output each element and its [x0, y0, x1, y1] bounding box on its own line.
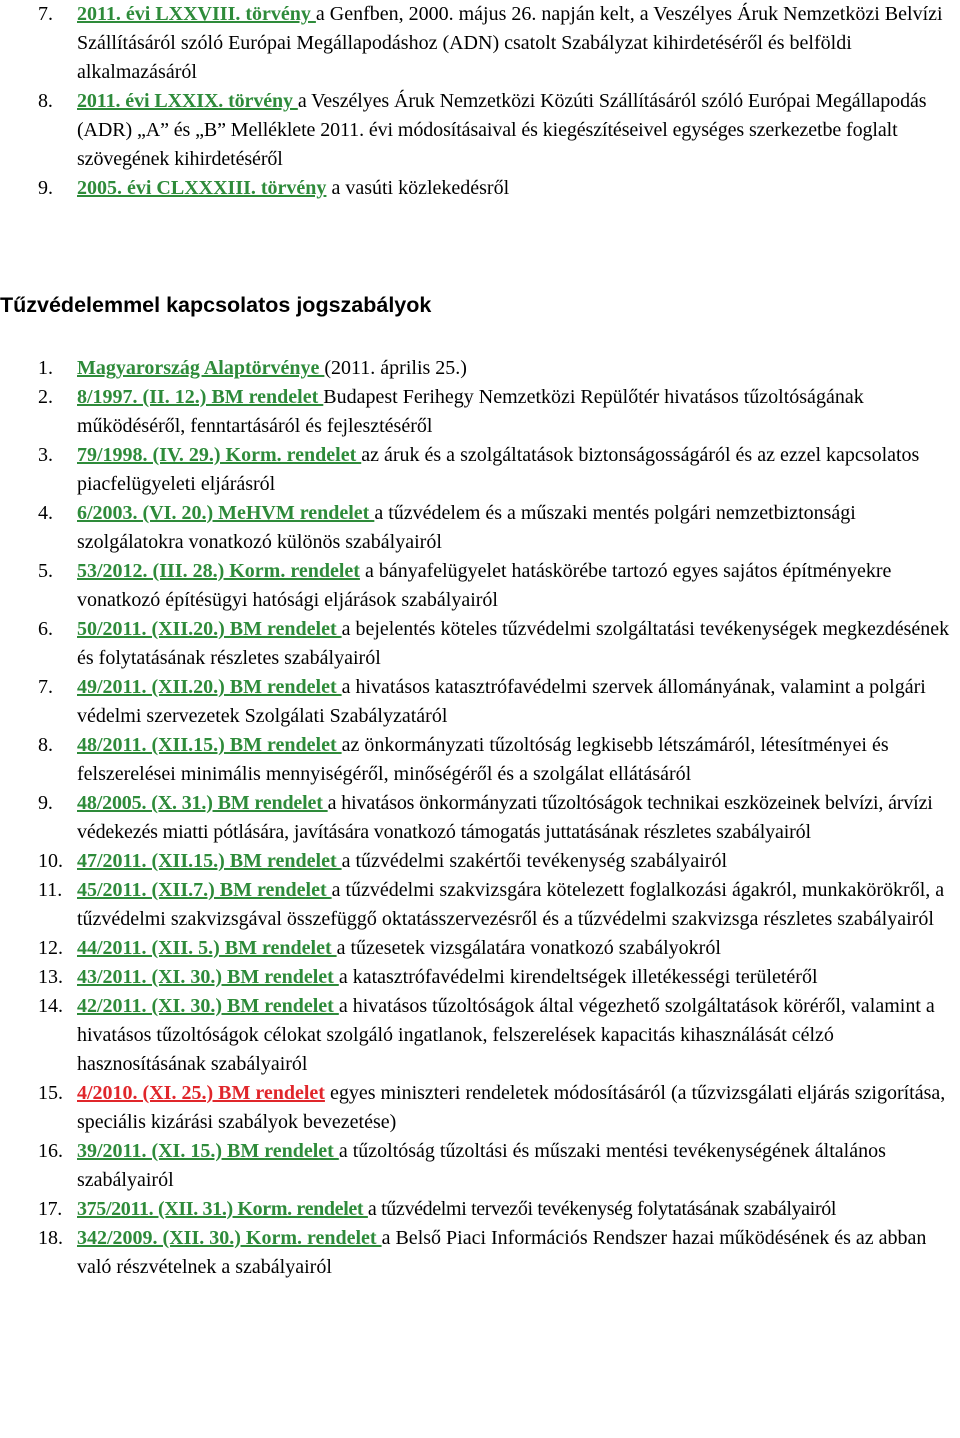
list-item — [0, 963, 960, 992]
list-item — [0, 934, 960, 963]
law-description: a Belső Piaci Információs Rendszer hazai működésének és az abban való részvételnek a szabályairól — [77, 1227, 927, 1278]
item-number: 18. — [38, 1227, 63, 1249]
list-item — [0, 174, 960, 203]
item-number: 15. — [38, 1082, 63, 1104]
law-description: a hivatásos tűzoltóságok által végezhető szolgáltatások köréről, valamint a hivatásos tűzoltóságok célokat szolgáló ingatlanok, felszerelések kapacitás kihasználását célzó hasznosításának szabályairól — [77, 995, 935, 1075]
law-description: egyes miniszteri rendeletek módosításáról (a tűzvizsgálati eljárás szigorítása, speciális kizárási szabályok bevezetése) — [77, 1082, 946, 1133]
list-item — [0, 992, 960, 1079]
law-description: a tűzoltóság tűzoltási és műszaki mentési tevékenységének általános szabályairól — [77, 1140, 886, 1191]
law-link[interactable]: 47/2011. (XII.15.) BM rendelet — [77, 850, 342, 872]
item-number: 2. — [38, 386, 53, 408]
law-list — [0, 0, 960, 203]
item-number: 11. — [38, 879, 63, 901]
law-link[interactable]: 2005. évi CLXXXIII. törvény — [77, 177, 327, 199]
list-item — [0, 1137, 960, 1195]
list-item — [0, 441, 960, 499]
law-description: a tűzvédelmi szakértői tevékenység szabályairól — [341, 850, 727, 872]
law-link[interactable]: 39/2011. (XI. 15.) BM rendelet — [77, 1140, 339, 1162]
law-description: az önkormányzati tűzoltóság legkisebb létszámáról, létesítményei és felszerelései minimális mennyiségéről, minőségéről és a szolgálat ellátásáról — [77, 734, 889, 785]
law-description: a katasztrófavédelmi kirendeltségek illetékességi területéről — [338, 966, 818, 988]
law-description: Budapest Ferihegy Nemzetközi Repülőtér hivatásos tűzoltóságának működéséről, fenntartásáról és fejlesztéséről — [77, 386, 864, 437]
law-description: a bejelentés köteles tűzvédelmi szolgáltatási tevékenységek megkezdésének és folytatásának részletes szabályairól — [77, 618, 950, 669]
law-link[interactable]: 79/1998. (IV. 29.) Korm. rendelet — [77, 444, 362, 466]
item-number: 9. — [38, 177, 53, 199]
list-item — [0, 354, 960, 383]
item-number: 4. — [38, 502, 53, 524]
list-item — [0, 615, 960, 673]
list-item — [0, 673, 960, 731]
law-description: a Genfben, 2000. május 26. napján kelt, a Veszélyes Áruk Nemzetközi Belvízi Szállításáról szóló Európai Megállapodáshoz (ADN) csatolt Szabályzat kihirdetéséről és belföldi alkalmazásáról — [77, 3, 943, 83]
list-item — [0, 1079, 960, 1137]
law-description: az áruk és a szolgáltatások biztonságosságáról és az ezzel kapcsolatos piacfelügyeleti eljárásról — [77, 444, 920, 495]
list-item — [0, 731, 960, 789]
law-link[interactable]: Magyarország Alaptörvénye — [77, 357, 325, 379]
item-number: 5. — [38, 560, 53, 582]
law-link[interactable]: 45/2011. (XII.7.) BM rendelet — [77, 879, 332, 901]
item-number: 3. — [38, 444, 53, 466]
item-number: 17. — [38, 1198, 62, 1220]
law-link[interactable]: 6/2003. (VI. 20.) MeHVM rendelet — [77, 502, 375, 524]
law-link[interactable]: 44/2011. (XII. 5.) BM rendelet — [77, 937, 337, 959]
item-number: 14. — [38, 995, 63, 1017]
law-description: a tűzvédelmi szakvizsgára kötelezett foglalkozási ágakról, munkakörökről, a tűzvédelmi szakvizsgával összefüggő oktatásszervezésről és a tűzvédelmi szakvizsga részletes szabályairól — [77, 879, 945, 930]
list-item — [0, 876, 960, 934]
section-heading: Tűzvédelemmel kapcsolatos jogszabályok — [0, 293, 432, 317]
item-number: 16. — [38, 1140, 63, 1162]
law-link[interactable]: 43/2011. (XI. 30.) BM rendelet — [77, 966, 339, 988]
list-item — [0, 557, 960, 615]
item-number: 9. — [38, 792, 53, 814]
list-item — [0, 87, 960, 174]
law-description: a tűzvédelem és a műszaki mentés polgári nemzetbiztonsági szolgálatokra vonatkozó különös szabályairól — [77, 502, 856, 553]
item-number: 8. — [38, 734, 53, 756]
law-list-fire-protection — [0, 354, 960, 1282]
item-number: 13. — [38, 966, 63, 988]
item-number: 12. — [38, 937, 63, 959]
item-number: 7. — [38, 3, 53, 25]
law-link[interactable]: 48/2005. (X. 31.) BM rendelet — [77, 792, 328, 814]
law-link[interactable]: 48/2011. (XII.15.) BM rendelet — [77, 734, 342, 756]
list-item — [0, 847, 960, 876]
law-description: a tűzesetek vizsgálatára vonatkozó szabályokról — [336, 937, 721, 959]
law-link[interactable]: 2011. évi LXXIX. törvény — [77, 90, 298, 112]
item-number: 10. — [38, 850, 63, 872]
item-number: 7. — [38, 676, 53, 698]
law-link[interactable]: 49/2011. (XII.20.) BM rendelet — [77, 676, 342, 698]
item-number: 8. — [38, 90, 53, 112]
law-description: a Veszélyes Áruk Nemzetközi Közúti Szállításáról szóló Európai Megállapodás (ADR) „A” és „B” Melléklete 2011. évi módosításaival és kiegészítéseivel egységes szerkezetbe foglalt szövegének kihirdetéséről — [77, 90, 927, 170]
law-link[interactable]: 342/2009. (XII. 30.) Korm. rendelet — [77, 1227, 382, 1249]
law-description: a vasúti közlekedésről — [326, 177, 510, 199]
list-item — [0, 383, 960, 441]
law-description: a bányafelügyelet hatáskörébe tartozó egyes sajátos építményekre vonatkozó építésügyi hatósági eljárások szabályairól — [77, 560, 892, 611]
list-item — [0, 1224, 960, 1282]
list-item — [0, 789, 960, 847]
law-list — [0, 354, 960, 1282]
law-link[interactable]: 8/1997. (II. 12.) BM rendelet — [77, 386, 324, 408]
list-item — [0, 1195, 960, 1224]
law-link[interactable]: 53/2012. (III. 28.) Korm. rendelet — [77, 560, 360, 582]
law-description: (2011. április 25.) — [324, 357, 467, 379]
law-link-highlighted[interactable]: 4/2010. (XI. 25.) BM rendelet — [77, 1082, 325, 1104]
law-link[interactable]: 42/2011. (XI. 30.) BM rendelet — [77, 995, 339, 1017]
law-link[interactable]: 50/2011. (XII.20.) BM rendelet — [77, 618, 342, 640]
law-link[interactable]: 2011. évi LXXVIII. törvény — [77, 3, 316, 25]
item-number: 6. — [38, 618, 53, 640]
list-item — [0, 499, 960, 557]
law-description: a hivatásos önkormányzati tűzoltóságok technikai eszközeinek belvízi, árvízi védekezés miatti pótlására, javítására vonatkozó támogatás juttatásának részletes szabályairól — [77, 792, 933, 843]
item-number: 1. — [38, 357, 53, 379]
list-item — [0, 0, 960, 87]
law-link[interactable]: 375/2011. (XII. 31.) Korm. rendelet — [77, 1198, 368, 1220]
law-list-transport — [0, 0, 960, 203]
law-description: a hivatásos katasztrófavédelmi szervek állományának, valamint a polgári védelmi szervezetek Szolgálati Szabályzatáról — [77, 676, 926, 727]
law-description: a tűzvédelmi tervezői tevékenység folytatásának szabályairól — [367, 1198, 837, 1220]
